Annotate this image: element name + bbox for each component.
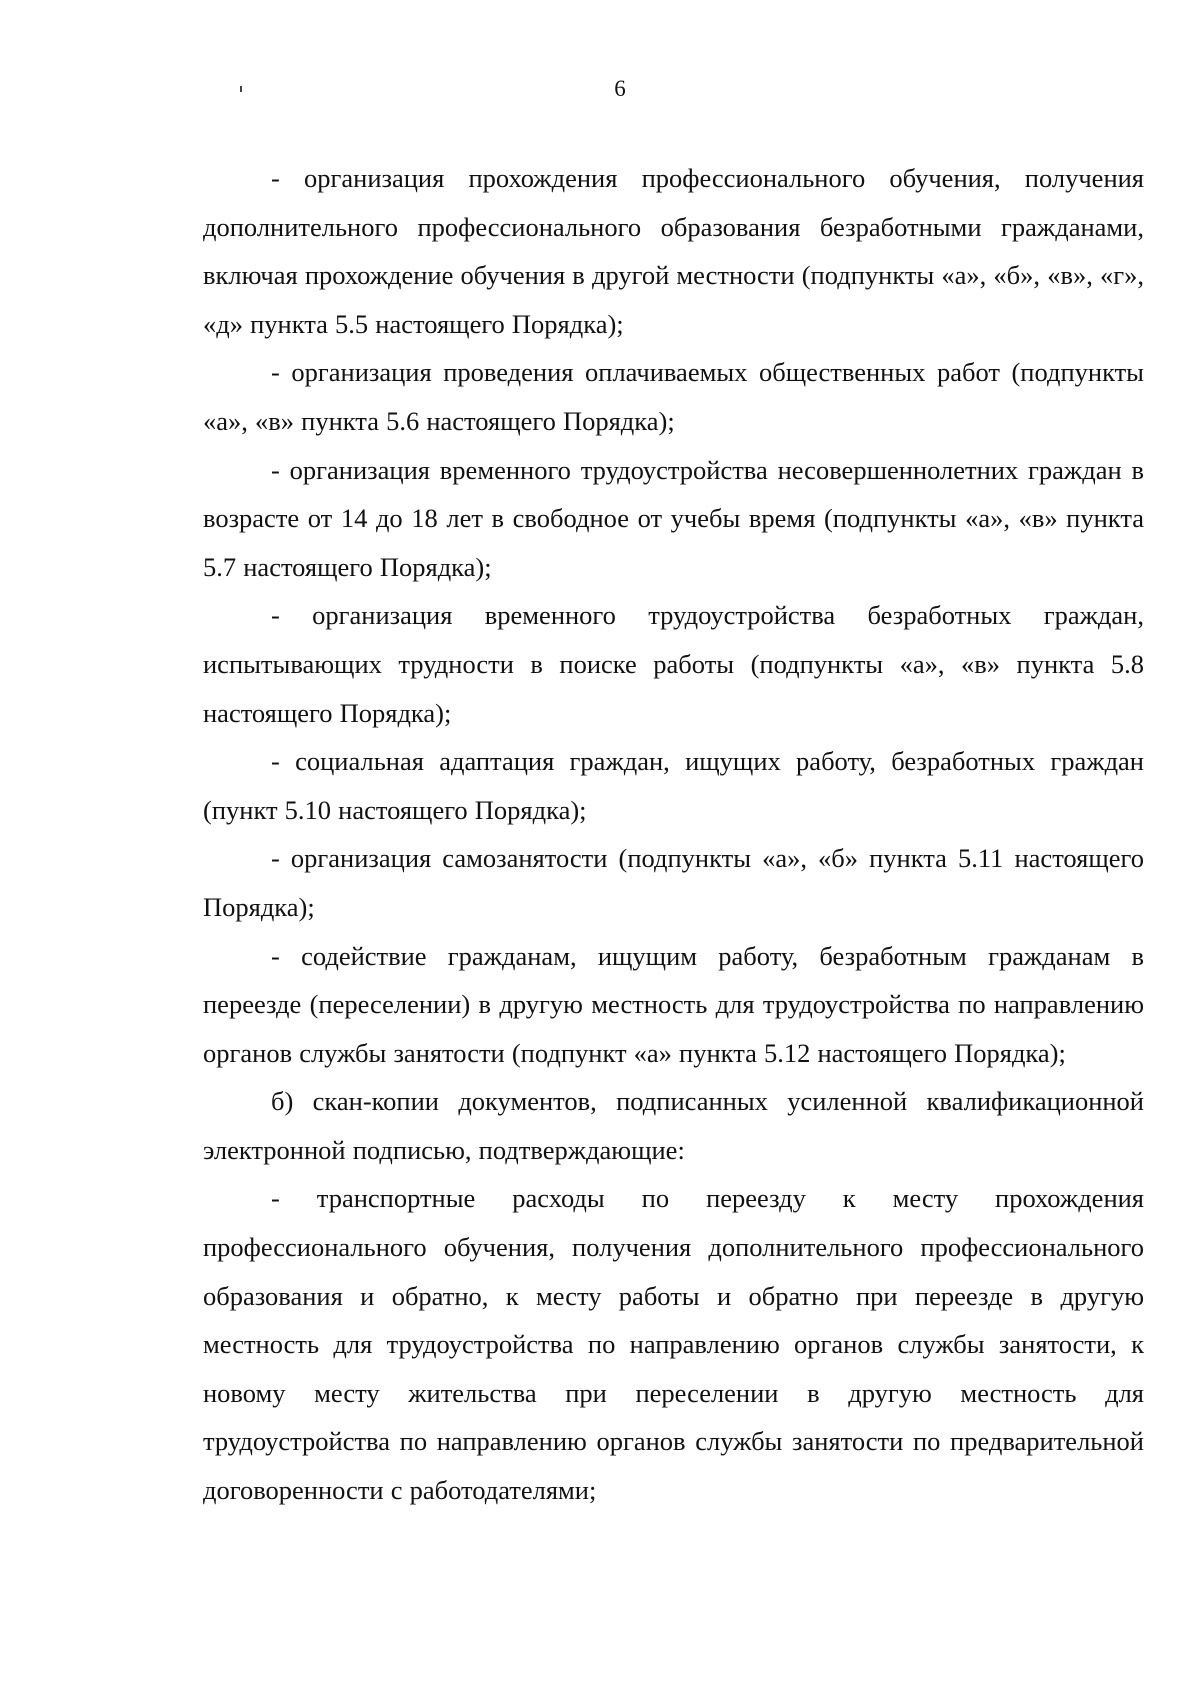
paragraph-scan-copies: б) скан-копии документов, подписанных усиленной квалификационной электронной подписью, подтверждающие:	[203, 1086, 1144, 1165]
paragraph-relocation-assistance: - содействие гражданам, ищущим работу, безработным гражданам в переезде (переселении) в другую местность для трудоустройства по направлению органов службы занятости (подпункт «а» пункта 5.12 настоящего Порядка);	[203, 940, 1144, 1068]
paragraph-minors-employment: - организация временного трудоустройства несовершеннолетних граждан в возрасте от 14 до 18 лет в свободное от учебы время (подпункты «а», «в» пункта 5.7 настоящего Порядка);	[203, 454, 1144, 582]
paragraph-public-works: - организация проведения оплачиваемых общественных работ (подпункты «а», «в» пункта 5.6 настоящего Порядка);	[203, 357, 1144, 436]
page-number: 6	[614, 76, 626, 101]
paragraph-social-adaptation: - социальная адаптация граждан, ищущих работу, безработных граждан (пункт 5.10 настоящего Порядка);	[203, 746, 1144, 825]
paragraph-self-employment: - организация самозанятости (подпункты «а», «б» пункта 5.11 настоящего Порядка);	[203, 843, 1144, 922]
paragraph-transport-expenses: - транспортные расходы по переезду к месту прохождения профессионального обучения, получения дополнительного профессионального образования и обратно, к месту работы и обратно при переезде в другую местность для трудоустройства по направлению органов службы занятости, к новому месту жительства при переселении в другую местность для трудоустройства по направлению органов службы занятости по предварительной договоренности с работодателями;	[203, 1183, 1144, 1506]
document-body	[203, 154, 1144, 1515]
paragraph-unemployed-employment: - организация временного трудоустройства безработных граждан, испытывающих трудности в поиске работы (подпункты «а», «в» пункта 5.8 настоящего Порядка);	[203, 600, 1144, 728]
paragraph-training: - организация прохождения профессионального обучения, получения дополнительного профессионального образования безработными гражданами, включая прохождение обучения в другой местности (подпункты «а», «б», «в», «г», «д» пункта 5.5 настоящего Порядка);	[203, 163, 1144, 339]
